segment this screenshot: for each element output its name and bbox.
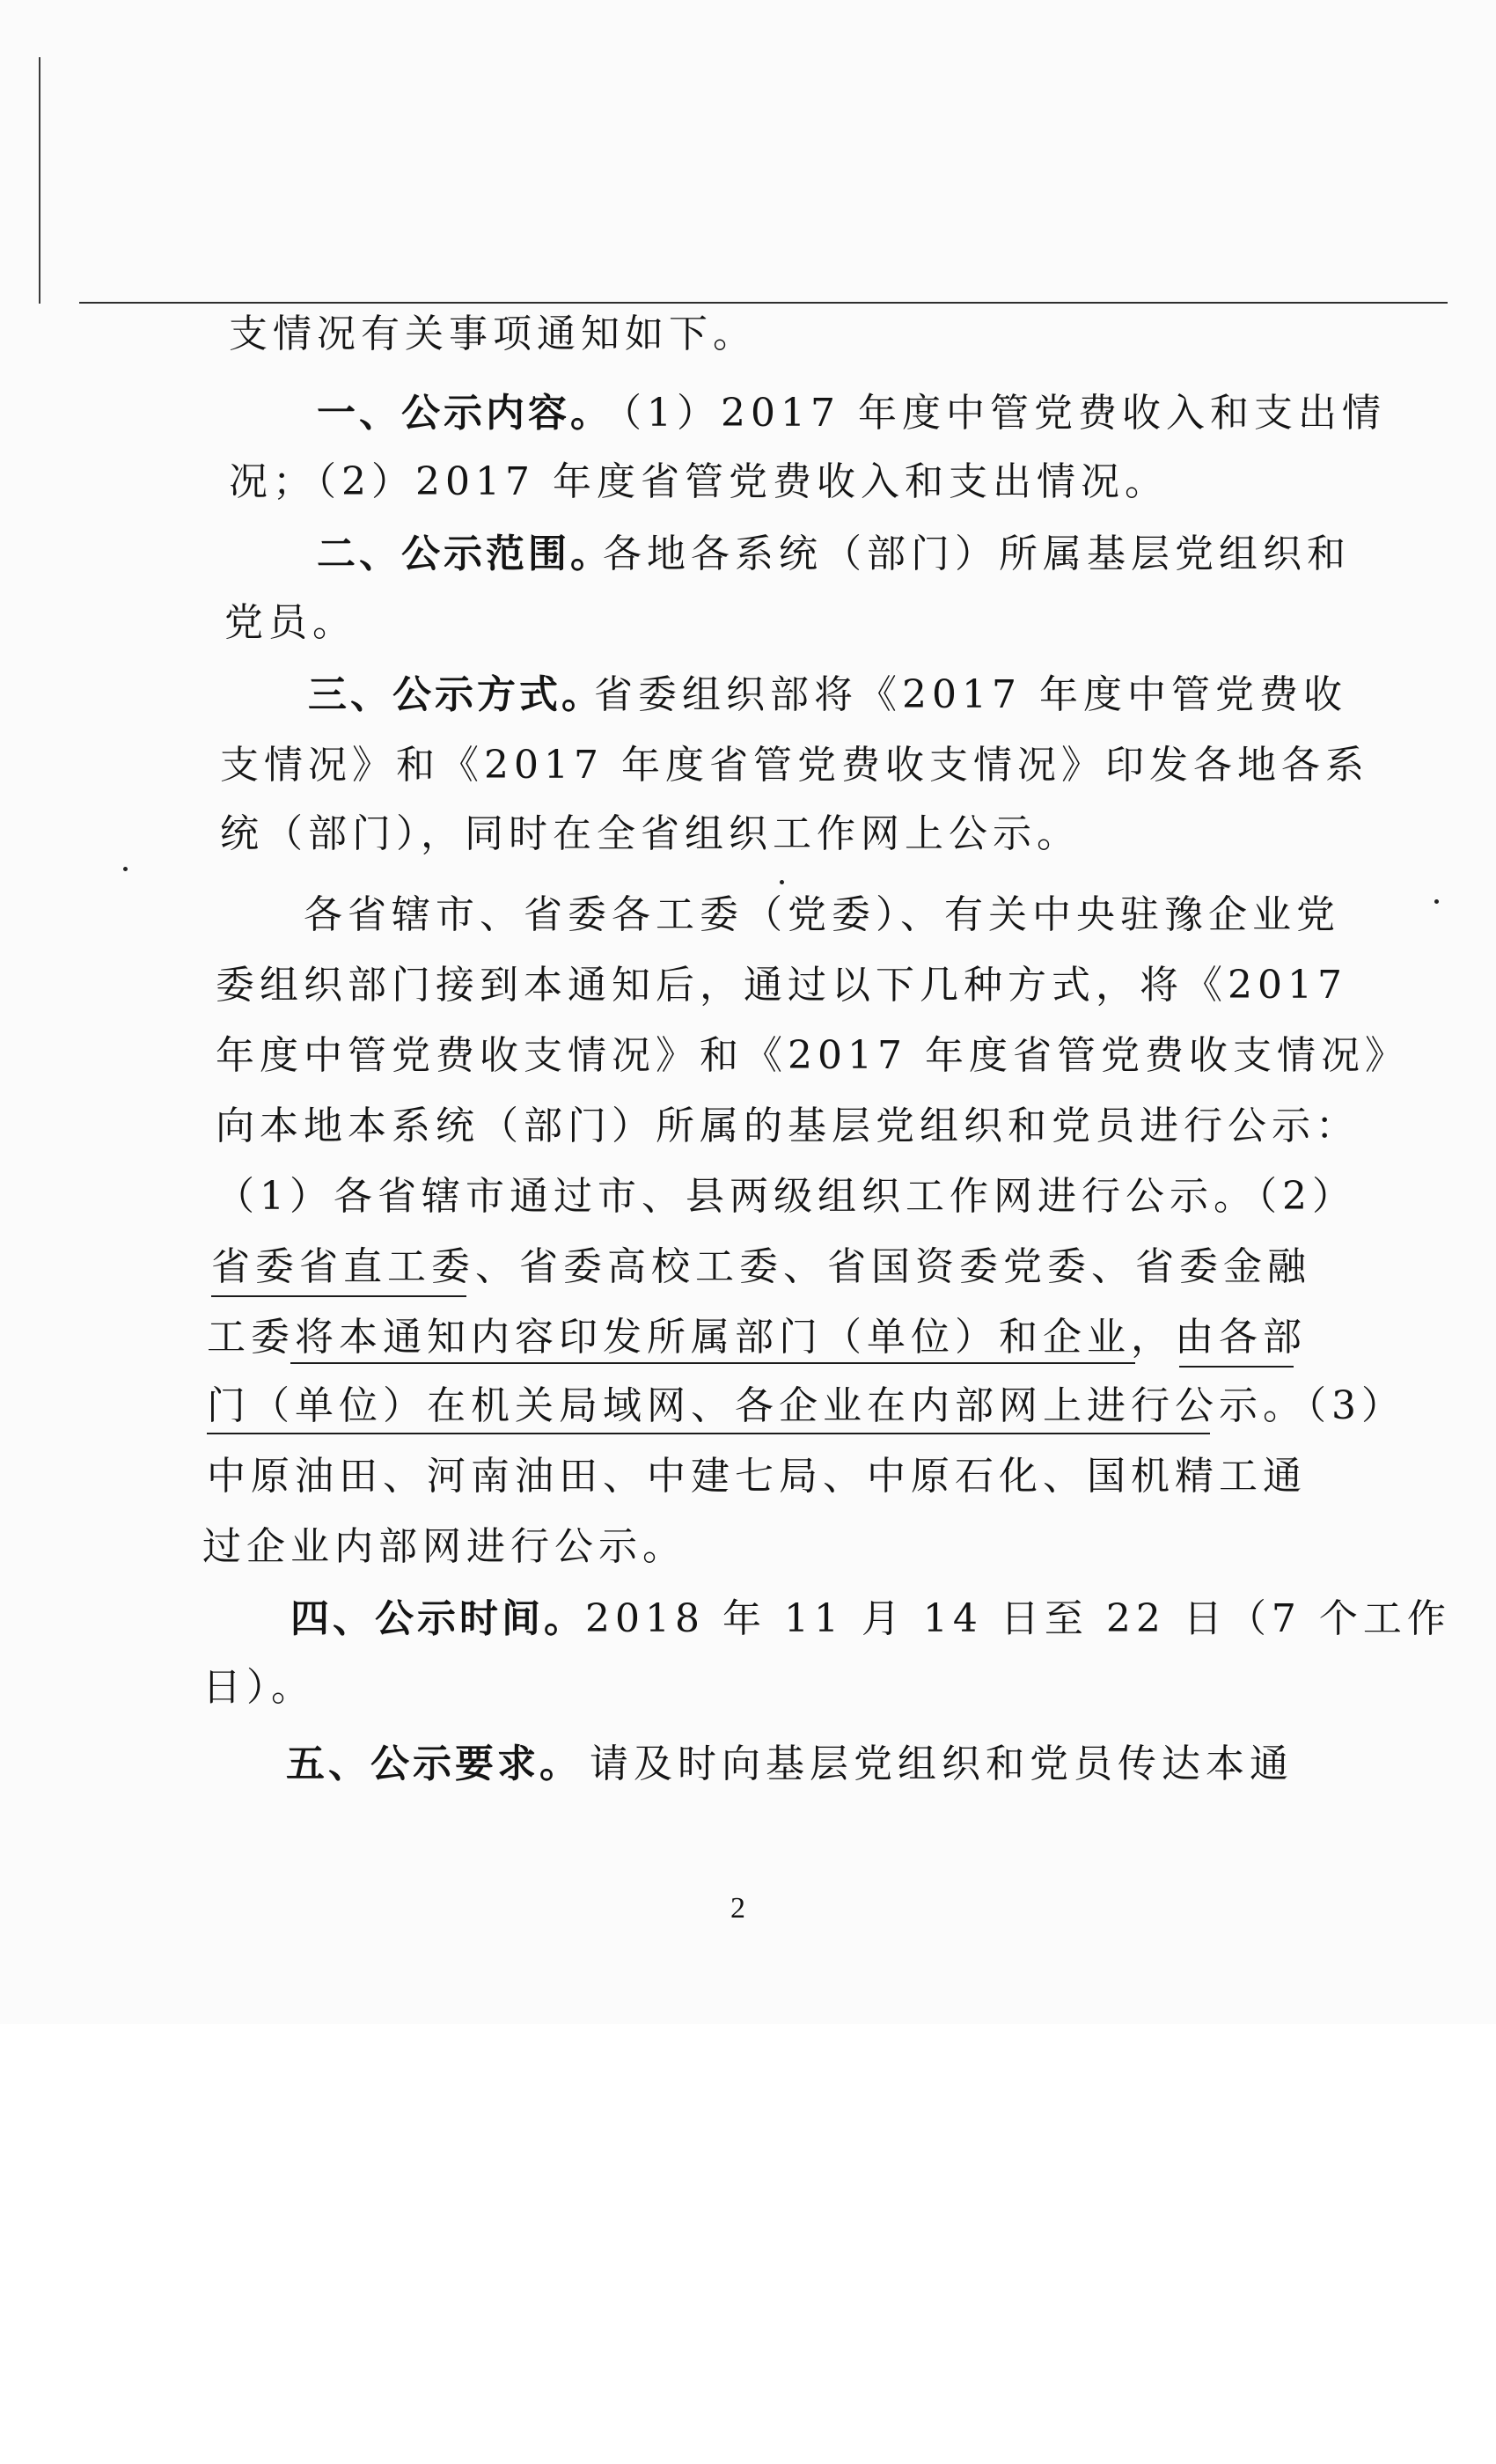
scan-speck [123,867,128,871]
text-line: 况；（2）2017 年度省管党费收入和支出情况。 [229,459,1169,504]
text-line: 2018 年 11 月 14 日至 22 日（7 个工作 [585,1596,1451,1641]
text-line: 日）。 [202,1665,315,1710]
text-line: 省委省直工委、省委高校工委、省国资委党委、省委金融 [211,1244,1311,1289]
text-line: 中原油田、河南油田、中建七局、中原石化、国机精工通 [207,1454,1307,1499]
handwritten-underline [207,1433,1210,1434]
text-line: 统（部门），同时在全省组织工作网上公示。 [220,811,1081,856]
text-line: 党员。 [224,600,356,645]
handwritten-underline [211,1295,466,1297]
text-line: 年度中管党费收支情况》和《2017 年度省管党费收支情况》 [216,1033,1409,1078]
text-line: 支情况》和《2017 年度省管党费收支情况》印发各地各系 [220,743,1369,788]
text-line: 各地各系统（部门）所属基层党组织和 [603,532,1351,576]
text-line: 请及时向基层党组织和党员传达本通 [590,1742,1294,1786]
text-line: 门（单位）在机关局域网、各企业在内部网上进行公示。（3） [207,1383,1405,1428]
text-line: 各省辖市、省委各工委（党委）、有关中央驻豫企业党 [304,892,1340,937]
text-line: 支情况有关事项通知如下。 [229,312,757,356]
handwritten-underline [1179,1366,1294,1368]
text-line: （1）各省辖市通过市、县两级组织工作网进行公示。（2） [216,1174,1356,1219]
blank-page-area [0,2024,1496,2464]
text-line: 向本地本系统（部门）所属的基层党组织和党员进行公示： [216,1104,1360,1148]
handwritten-underline [290,1362,1135,1364]
section-heading: 五、公示要求。 [286,1742,582,1786]
header-rule [79,302,1448,304]
text-line: 省委组织部将《2017 年度中管党费收 [594,672,1347,717]
section-heading: 四、公示时间。 [290,1596,586,1641]
section-heading: 二、公示范围。 [317,532,612,576]
scan-speck [780,880,784,884]
section-heading: 三、公示方式。 [308,672,604,717]
text-line: 委组织部门接到本通知后，通过以下几种方式，将《2017 [216,963,1347,1008]
text-line: （1）2017 年度中管党费收入和支出情 [603,391,1386,436]
scan-speck [1434,899,1439,904]
text-line: 工委将本通知内容印发所属部门（单位）和企业，由各部 [207,1315,1307,1360]
text-line: 过企业内部网进行公示。 [202,1524,686,1569]
left-margin-rule [39,57,40,304]
section-heading: 一、公示内容。 [317,391,612,436]
page-number: 2 [730,1892,745,1925]
